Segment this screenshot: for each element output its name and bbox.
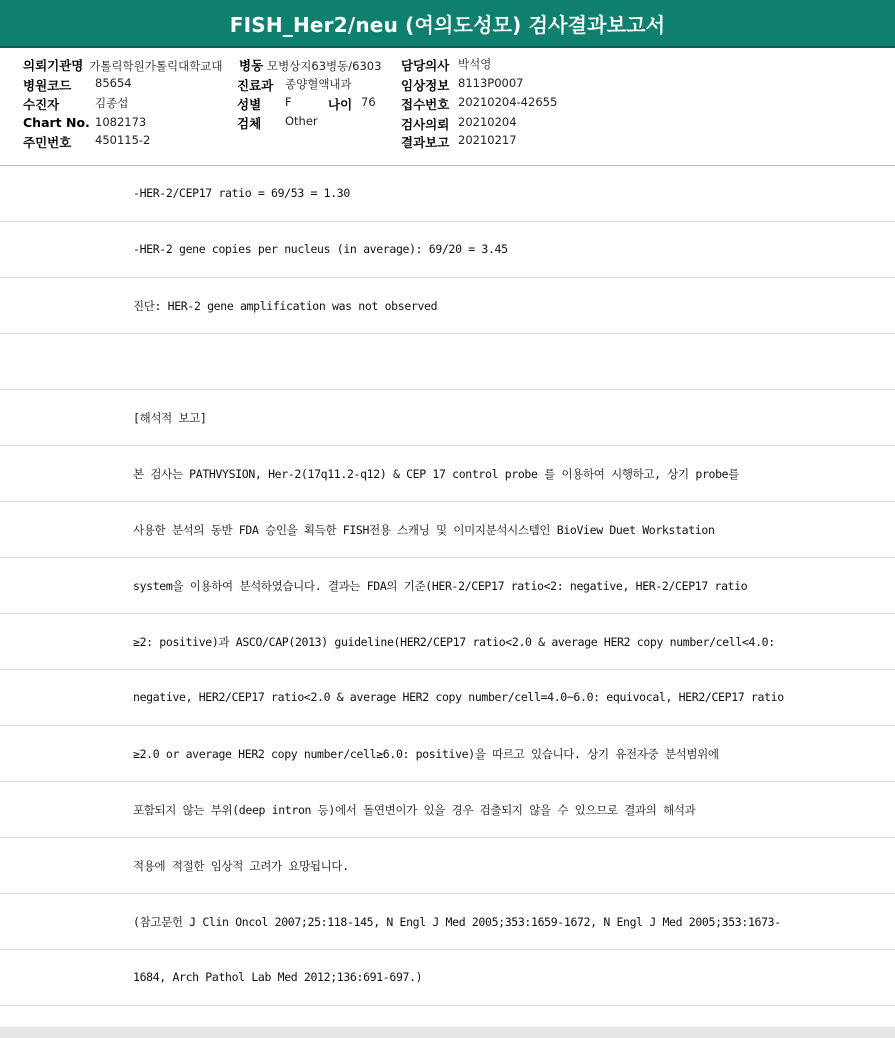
- value-sex: F: [285, 95, 292, 109]
- report-line-text: 포함되지 않는 부위(deep intron 등)에서 돌연변이가 있을 경우 검출되지 않을 수 있으므로 결과의 해석과: [133, 803, 696, 817]
- value-clinical-info: 8113P0007: [458, 76, 524, 90]
- report-body: [0, 166, 895, 1006]
- label-specimen: 검체: [237, 116, 262, 131]
- report-line: [0, 838, 895, 894]
- field-department: [237, 76, 352, 94]
- report-line: [0, 278, 895, 334]
- report-line-text: ≥2.0 or average HER2 copy number/cell≥6.0: positive)을 따르고 있습니다. 상기 유전자중 분석범위에: [133, 747, 719, 761]
- field-chart-no: [23, 115, 147, 130]
- field-result-report-date: [401, 133, 517, 151]
- report-line-text: -HER-2 gene copies per nucleus (in average): 69/20 = 3.45: [133, 242, 508, 256]
- report-line-text: 본 검사는 PATHVYSION, Her-2(17q11.2-q12) & CEP 17 control probe 를 이용하여 시행하고, 상기 probe를: [133, 467, 739, 481]
- field-hospital-code: [23, 76, 132, 94]
- value-requesting-institution: 가톨릭학원가톨릭대학교대: [89, 59, 223, 73]
- label-test-request-date: 검사의뢰: [401, 117, 450, 132]
- report-title: FISH_Her2/neu (여의도성모) 검사결과보고서: [229, 12, 666, 37]
- report-line: [0, 222, 895, 278]
- label-attending-physician: 담당의사: [401, 58, 450, 73]
- report-line: [0, 446, 895, 502]
- label-result-report-date: 결과보고: [401, 135, 450, 150]
- value-age: 76: [361, 95, 376, 109]
- value-hospital-code: 85654: [95, 76, 132, 90]
- label-sex: 성별: [237, 97, 262, 112]
- report-line: [0, 782, 895, 838]
- report-line: [0, 894, 895, 950]
- field-age: [328, 95, 376, 113]
- label-resident-number: 주민번호: [23, 135, 72, 150]
- report-line: [0, 334, 895, 390]
- report-line: [0, 670, 895, 726]
- report-line-text: 진단: HER-2 gene amplification was not observed: [133, 299, 438, 313]
- report-line-text: 적용에 적절한 임상적 고려가 요망됩니다.: [133, 859, 349, 873]
- value-accession-number: 20210204-42655: [458, 95, 558, 109]
- field-accession-number: [401, 95, 558, 113]
- report-line: [0, 166, 895, 222]
- report-line-text: -HER-2/CEP17 ratio = 69/53 = 1.30: [133, 186, 350, 200]
- label-accession-number: 접수번호: [401, 97, 450, 112]
- field-ward: [239, 56, 381, 74]
- field-attending-physician: [401, 56, 492, 74]
- label-hospital-code: 병원코드: [23, 78, 72, 93]
- value-patient-name: 김종섭: [95, 96, 129, 110]
- label-requesting-institution: 의뢰기관명: [23, 58, 84, 73]
- label-age: 나이: [328, 97, 353, 112]
- report-line: [0, 950, 895, 1006]
- value-resident-number: 450115-2: [95, 133, 151, 147]
- page-footer-bar: [0, 1027, 895, 1038]
- value-test-request-date: 20210204: [458, 115, 517, 129]
- report-line: [0, 502, 895, 558]
- report-title-bar: [0, 0, 895, 48]
- field-patient-name: [23, 95, 129, 113]
- value-result-report-date: 20210217: [458, 133, 517, 147]
- label-chart-no: Chart No.: [23, 115, 90, 130]
- field-specimen: [237, 114, 318, 132]
- value-chart-no: 1082173: [95, 115, 147, 129]
- value-specimen: Other: [285, 114, 318, 128]
- label-ward: 병동: [239, 58, 264, 73]
- value-ward: 모병상지63병동/6303: [266, 59, 382, 73]
- report-line-text: ≥2: positive)과 ASCO/CAP(2013) guideline(HER2/CEP17 ratio<2.0 & average HER2 copy number/cell<4.0:: [133, 635, 775, 649]
- field-test-request-date: [401, 115, 517, 133]
- field-clinical-info: [401, 76, 524, 94]
- label-clinical-info: 임상정보: [401, 78, 450, 93]
- report-line-text: negative, HER2/CEP17 ratio<2.0 & average HER2 copy number/cell=4.0~6.0: equivocal, HER2/CEP17 ratio: [133, 690, 784, 704]
- value-attending-physician: 박석영: [458, 57, 492, 71]
- value-department: 종양혈액내과: [285, 77, 352, 91]
- label-department: 진료과: [237, 78, 274, 93]
- report-line: [0, 558, 895, 614]
- report-line-text: 1684, Arch Pathol Lab Med 2012;136:691-697.): [133, 970, 423, 984]
- report-line-text: (참고문헌 J Clin Oncol 2007;25:118-145, N Engl J Med 2005;353:1659-1672, N Engl J Med 2005;353:1673-: [133, 915, 781, 929]
- field-requesting-institution: [23, 56, 223, 74]
- report-line: [0, 390, 895, 446]
- field-resident-number: [23, 133, 151, 151]
- report-line-text: system을 이용하여 분석하였습니다. 결과는 FDA의 기준(HER-2/CEP17 ratio<2: negative, HER-2/CEP17 ratio: [133, 579, 748, 593]
- report-line: [0, 614, 895, 670]
- label-patient-name: 수진자: [23, 97, 60, 112]
- patient-info-panel: [0, 48, 895, 166]
- report-line: [0, 726, 895, 782]
- report-line-text: 사용한 분석의 동반 FDA 승인을 획득한 FISH전용 스캐닝 및 이미지분석시스템인 BioView Duet Workstation: [133, 523, 715, 537]
- report-line-text: [해석적 보고]: [133, 411, 207, 425]
- field-sex: [237, 95, 292, 113]
